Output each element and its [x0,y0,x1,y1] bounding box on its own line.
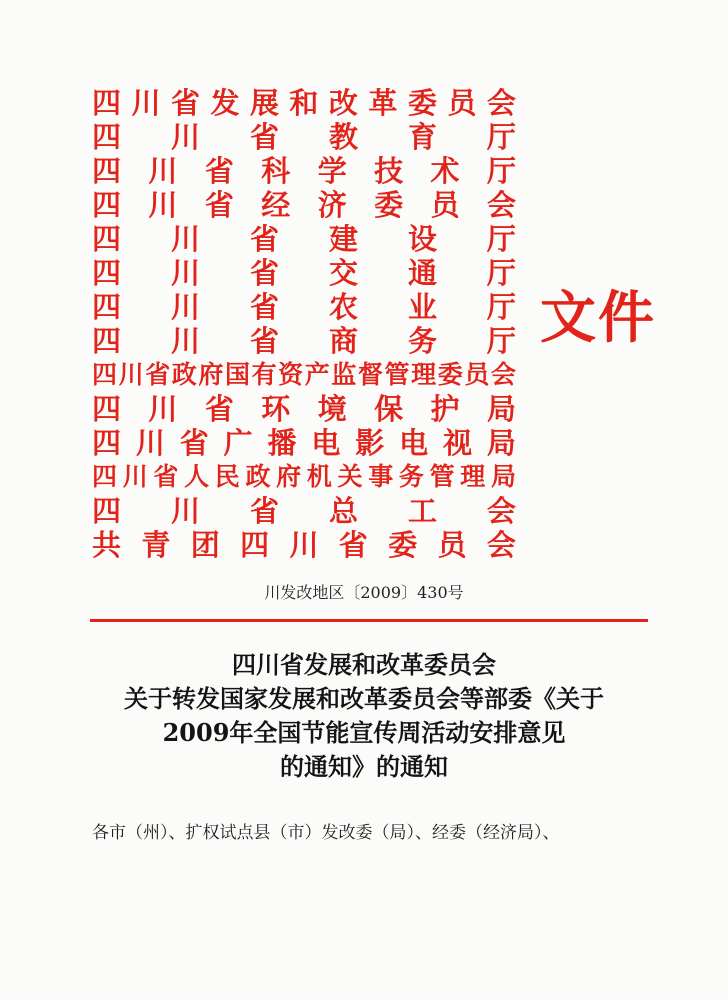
issuer-row: 四 川 省 商 务 厅 [92,324,516,358]
title-line: 关于转发国家发展和改革委员会等部委《关于 [124,684,604,713]
issuing-authorities-list [92,86,516,562]
issuer-row: 四 川 省 广 播 电 影 电 视 局 [92,426,516,460]
red-separator-line [90,619,648,622]
issuer-row: 四 川 省 环 境 保 护 局 [92,392,516,426]
document-title [0,648,728,784]
issuer-row: 四 川 省 科 学 技 术 厅 [92,154,516,188]
title-line: 四川省发展和改革委员会 [232,650,496,679]
file-label: 文件 [540,285,656,351]
issuer-row: 四 川 省 政 府 国 有 资 产 监 督 管 理 委 员 会 [92,360,516,389]
document-number: 川发改地区〔2009〕430号 [264,583,464,602]
issuer-row: 共 青 团 四 川 省 委 员 会 [92,528,516,562]
issuer-row: 四 川 省 建 设 厅 [92,222,516,256]
salutation-text: 各市（州）、扩权试点县（市）发改委（局）、经委（经济局）、 [92,823,560,843]
issuer-row: 四 川 省 总 工 会 [92,494,516,528]
issuer-row: 四 川 省 经 济 委 员 会 [92,188,516,222]
issuer-row: 四 川 省 农 业 厅 [92,290,516,324]
issuer-row: 四 川 省 教 育 厅 [92,120,516,154]
title-line: 2009年全国节能宣传周活动安排意见 [162,718,566,747]
issuer-row: 四 川 省 交 通 厅 [92,256,516,290]
issuer-row: 四 川 省 发 展 和 改 革 委 员 会 [92,86,516,120]
title-line: 的通知》的通知 [280,752,448,781]
issuer-row: 四 川 省 人 民 政 府 机 关 事 务 管 理 局 [92,462,516,491]
